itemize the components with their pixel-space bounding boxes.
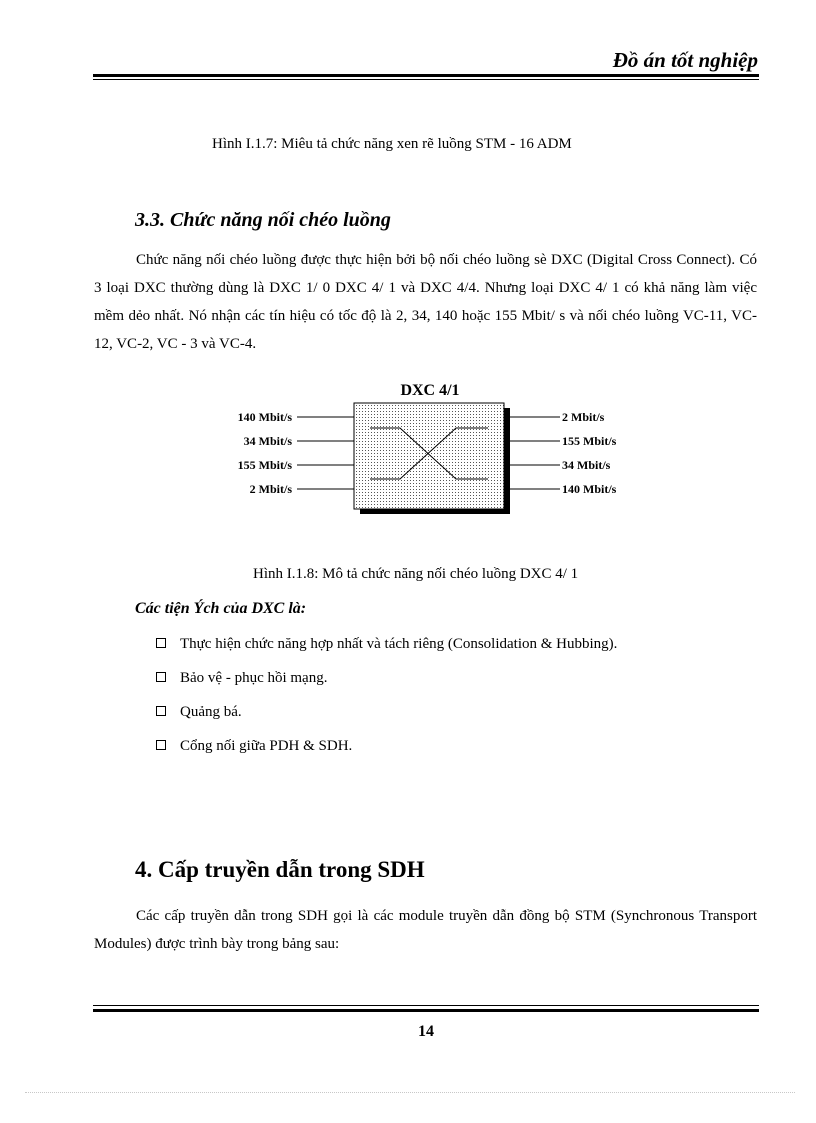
checkbox-square-icon xyxy=(156,672,166,682)
dxc-box xyxy=(354,403,504,509)
checkbox-square-icon xyxy=(156,706,166,716)
footer-rule-thin xyxy=(93,1005,759,1006)
benefit-text: Bảo vệ - phục hồi mạng. xyxy=(180,670,328,686)
figure-7-caption: Hình I.1.7: Miêu tả chức năng xen rẽ luồng STM - 16 ADM xyxy=(212,136,572,152)
page-number: 14 xyxy=(418,1023,434,1040)
list-item xyxy=(156,732,617,766)
right-label-3: 34 Mbit/s xyxy=(562,458,611,472)
section-4-heading: 4. Cấp truyền dẫn trong SDH xyxy=(135,857,425,882)
page-bottom-border xyxy=(25,1092,795,1093)
benefits-heading: Các tiện Ých của DXC là: xyxy=(135,600,307,617)
header-rule-thin xyxy=(93,79,759,80)
dxc-title: DXC 4/1 xyxy=(400,382,460,399)
list-item xyxy=(156,630,617,664)
footer-rule-thick xyxy=(93,1009,759,1012)
list-item xyxy=(156,698,617,732)
dxc-diagram xyxy=(200,378,650,518)
section-4-paragraph: Các cấp truyền dẫn trong SDH gọi là các module truyền dẫn đồng bộ STM (Synchronous Transport Modules) được trình bày trong bảng sau: xyxy=(94,908,757,952)
benefit-text: Thực hiện chức năng hợp nhất và tách riêng (Consolidation & Hubbing). xyxy=(180,636,618,652)
header-rule-thick xyxy=(93,74,759,77)
list-item xyxy=(156,664,617,698)
header-title: Đồ án tốt nghiệp xyxy=(612,48,758,72)
right-label-4: 140 Mbit/s xyxy=(562,482,617,496)
figure-8-caption: Hình I.1.8: Mô tả chức năng nối chéo luồng DXC 4/ 1 xyxy=(253,566,579,582)
left-label-4: 2 Mbit/s xyxy=(249,482,292,496)
right-label-2: 155 Mbit/s xyxy=(562,434,617,448)
checkbox-square-icon xyxy=(156,638,166,648)
left-label-1: 140 Mbit/s xyxy=(237,410,292,424)
left-label-3: 155 Mbit/s xyxy=(237,458,292,472)
right-label-1: 2 Mbit/s xyxy=(562,410,605,424)
checkbox-square-icon xyxy=(156,740,166,750)
left-label-2: 34 Mbit/s xyxy=(243,434,292,448)
section-3-3-paragraph: Chức năng nối chéo luồng được thực hiện bởi bộ nối chéo luồng sè DXC (Digital Cross Connect). Có 3 loại DXC thường dùng là DXC 1/ 0 DXC 4/ 1 và DXC 4/4. Nhưng loại DXC 4/ 1 có khả năng làm việc mềm dẻo nhất. Nó nhận các tín hiệu có tốc độ là 2, 34, 140 hoặc 155 Mbit/ s và nối chéo luồng VC-11, VC-12, VC-2, VC - 3 và VC-4. xyxy=(94,252,757,352)
benefit-text: Cổng nối giữa PDH & SDH. xyxy=(180,738,353,754)
benefits-list xyxy=(156,630,617,766)
benefit-text: Quảng bá. xyxy=(180,704,242,720)
section-3-3-heading: 3.3. Chức năng nối chéo luồng xyxy=(135,209,391,231)
